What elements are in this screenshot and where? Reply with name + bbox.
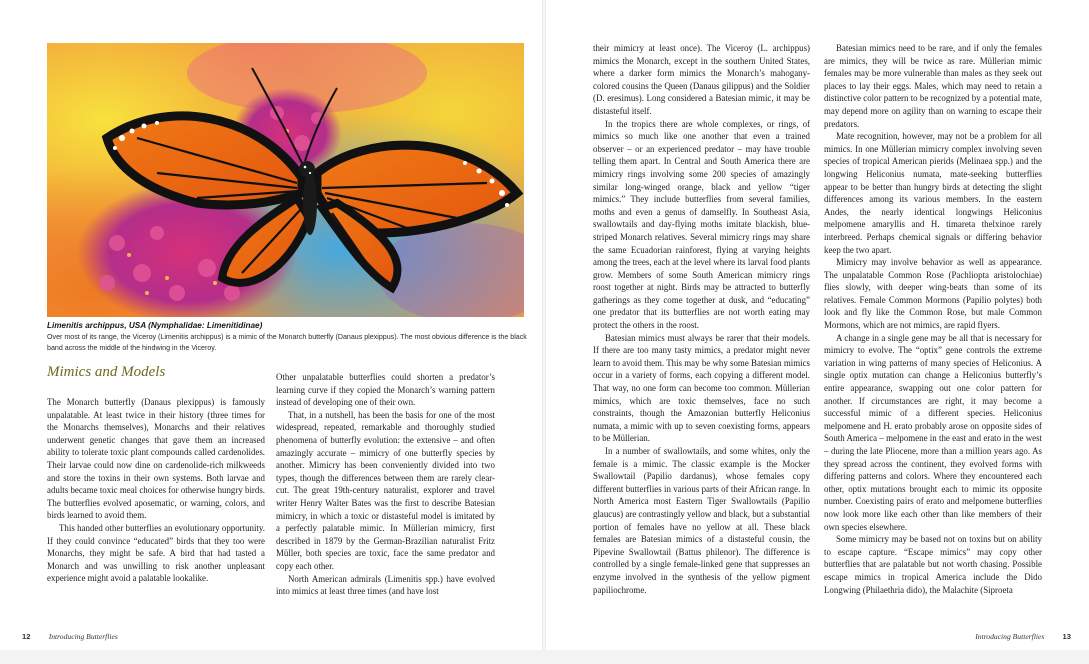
bottom-edge bbox=[0, 650, 1089, 664]
text-column-3 bbox=[593, 42, 810, 596]
paragraph: In the tropics there are whole complexes, or rings, of mimics so much like one another that even a trained observer – or an experienced predator – may have trouble telling them apart. In Central and South America there are mimicry rings involving some 200 species of amazingly similar long-winged orange, black and yellow “tiger mimics.” They include butterflies from several families, moths and even a genus of damselfly. In Southeast Asia, swallowtails and day-flying moths imitate blackish, blue-striped Monarch relatives. Several mimicry rings may share the same Ecuadorian rainforest, flying at varying heights among the trees, each at the level where its larval food plants grow. Members of some South American mimicry rings roost together at night. Birds may be attracted to butterfly gatherings as they come together at dusk, and “educating” one predator that its butterflies are not worth eating may protect the others in the roost. bbox=[593, 118, 810, 331]
right-page-footer bbox=[975, 632, 1071, 641]
paragraph: A change in a single gene may be all that is necessary for mimicry to evolve. The “optix” gene controls the extreme variation in wing patterns of many species of Heliconius. A single optix mutation can change a Heliconius butterfly’s entire appearance, swapping out one color pattern for another. If circumstances are right, it may become a successful mimic of a different species. Heliconius melpomene and H. erato probably arose on opposite sides of South America – melpomene in the east and erato in the west – during the late Pliocene, more than a million years ago. As they spread across the continent, they evolved forms with differing patterns and colors. Where they encountered each other, optix mutations brought each to mimic its opposite number. Coexisting pairs of erato and melpomene butterflies now look more like each other than like members of their own species elsewhere. bbox=[824, 332, 1042, 532]
text-column-2 bbox=[276, 371, 495, 598]
running-footer-right: Introducing Butterflies bbox=[975, 632, 1045, 641]
text-column-4 bbox=[824, 42, 1042, 596]
photo-caption-title: Limenitis archippus, USA (Nymphalidae: Limenitidinae) bbox=[47, 321, 263, 330]
paragraph: This handed other butterflies an evolutionary opportunity. If they could convince “educated” birds that they too were Monarchs, they might be safe. A bird that had tasted a Monarch and was unwilling to risk another unpleasant experience might avoid a palatable lookalike. bbox=[47, 522, 265, 584]
photo-caption-text: Over most of its range, the Viceroy (Limenitis archippus) is a mimic of the Monarch butterfly (Danaus plexippus). The most obvious difference is the black band across the middle of the hindwing in the Viceroy. bbox=[47, 333, 527, 352]
paragraph: Some mimicry may be based not on toxins but on ability to escape capture. “Escape mimics” may copy other butterflies that are palatable but not worth chasing. Possible escape mimics in tropical America include the Dido Longwing (Philaethria dido), the Malachite (Siproeta bbox=[824, 534, 1042, 595]
page-number-right: 13 bbox=[1062, 632, 1071, 641]
paragraph: In a number of swallowtails, and some whites, only the female is a mimic. The classic example is the Mocker Swallowtail (Papilio dardanus), whose females copy different butterflies in various parts of their African range. In North America most Eastern Tiger Swallowtails (Papilio glaucus) are contrastingly yellow and black, but a substantial portion of females have no yellow at all. These black females are Batesian mimics of a distasteful cousin, the Pipevine Swallowtail (Battus philenor). The difference is controlled by a single female-linked gene that suppresses an enzyme involved in the synthesis of the yellow pigment papiliochrome. bbox=[593, 446, 810, 595]
paragraph: Batesian mimics need to be rare, and if only the females are mimics, they will be twice as rare. Müllerian mimic females may be more vulnerable than males as they seek out places to lay their eggs. Males, which may need to retain a distinctive color pattern to be recognized by a potential mate, may depend more on agility than on warning to escape their predators. bbox=[824, 43, 1042, 129]
section-heading: Mimics and Models bbox=[47, 364, 166, 380]
paragraph: Mate recognition, however, may not be a problem for all mimics. In one Müllerian mimicry complex involving seven species of tropical American pierids (Melinaea spp.) and the longwing Heliconius numata, mate-seeking butterflies appear to be better than hungry birds at detecting the slight differences among its various members. In the eastern Andes, the nearly identical longwings Heliconius melpomene amaryllis and H. timareta thelxinoe rarely interbreed. Perhaps chemical signals or differing behavior keep the two apart. bbox=[824, 131, 1042, 255]
paragraph: North American admirals (Limenitis spp.) have evolved into mimics at least three times (and have lost bbox=[276, 573, 495, 597]
left-page-footer bbox=[22, 632, 118, 641]
paragraph: Other unpalatable butterflies could shorten a predator’s learning curve if they copied the Monarch’s warning pattern instead of developing one of their own. bbox=[276, 372, 495, 408]
page-number-left: 12 bbox=[22, 632, 31, 641]
book-gutter bbox=[542, 0, 546, 664]
paragraph: Mimicry may involve behavior as well as appearance. The unpalatable Common Rose (Pachliopta aristolochiae) flies slowly, with deeper wing-beats than some of its relatives. Female Common Mormons (Papilio polytes) both look and fly like the Common Rose, but male Common Mormons, which are not mimics, are rapid flyers. bbox=[824, 257, 1042, 331]
paragraph: their mimicry at least once). The Viceroy (L. archippus) mimics the Monarch, except in the southern United States, where a darker form mimics the Monarch’s mahogany-colored cousins the Queen (Danaus gilippus) and the Soldier (D. eresimus). Long considered a Batesian mimic, it may be distasteful itself. bbox=[593, 43, 810, 116]
running-footer-left: Introducing Butterflies bbox=[48, 632, 118, 641]
paragraph: That, in a nutshell, has been the basis for one of the most widespread, repeated, remarkable and thoroughly studied phenomena of butterfly evolution: the extensive – and often amazingly accurate – mimicry of one butterfly species by another. Mimicry has been conveniently divided into two types, though the differences between them are rarely clear-cut. The great 19th-century naturalist, explorer and travel writer Henry Walter Bates was the first to describe Batesian mimicry, in which a toxic or distasteful model is imitated by a perfectly palatable mimic. In Müllerian mimicry, first described in 1879 by the German-Brazilian naturalist Fritz Müller, both species are toxic, face the same predator and copy each other. bbox=[276, 409, 495, 571]
text-column-1 bbox=[47, 396, 265, 585]
viceroy-butterfly-photo bbox=[47, 43, 524, 317]
paragraph: Batesian mimics must always be rarer that their models. If there are too many tasty mimics, a predator might never learn to avoid them. This may be why some Batesian mimics occur in a variety of forms, each copying a different model. That way, no one form can become too common. Müllerian mimics, which are toxic themselves, face no such constraints, though the Amazonian butterfly Heliconius numata, a mimic with up to seven coexisting forms, appears to be Müllerian. bbox=[593, 332, 810, 444]
paragraph: The Monarch butterfly (Danaus plexippus) is famously unpalatable. At least twice in their history (three times for the Monarchs themselves), Monarchs and their relatives underwent genetic changes that gave them an increased ability to tolerate toxic plant compounds called cardenolides. Their larvae could now dine on cardenolide-rich milkweeds and store the toxins in their own systems. Both larvae and adults became toxic meal choices for otherwise hungry birds. The butterflies evolved aposematic, or warning, colors, and birds learned to avoid them. bbox=[47, 397, 265, 521]
